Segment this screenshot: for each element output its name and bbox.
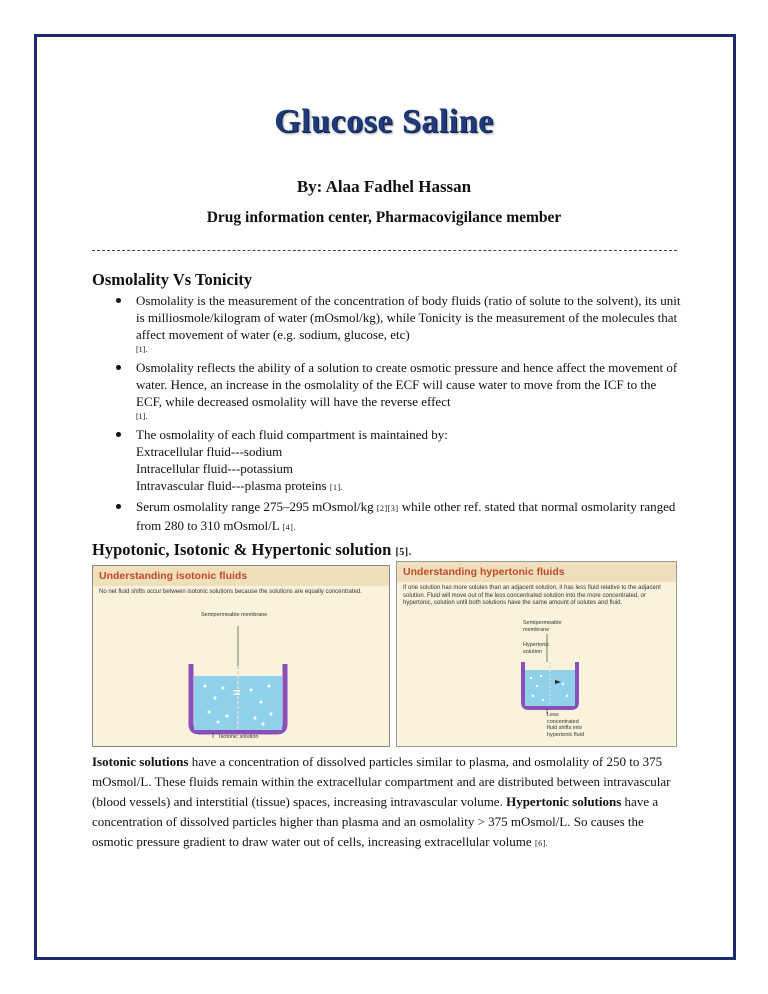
citation: [5].	[395, 547, 412, 558]
bullet-icon	[116, 432, 121, 437]
bullet-text: The osmolality of each fluid compartment is maintained by:	[136, 427, 448, 442]
equal-sign-icon: =	[233, 685, 241, 700]
hypertonic-figure	[396, 561, 677, 747]
bullet-item	[92, 292, 682, 357]
bullet-item	[92, 426, 682, 496]
isotonic-beaker-illustration	[93, 566, 390, 747]
figure-caption: No net fluid shifts occur between isotonic solutions because the solutions are equally concentrated.	[99, 589, 362, 595]
bullet-icon	[116, 504, 121, 509]
osmolality-bullet-list	[92, 292, 682, 538]
bullet-text: while other ref. stated that normal osmolarity ranged from 280 to 310 mOsmol/L	[136, 499, 676, 533]
bullet-icon	[116, 298, 121, 303]
section-heading-text: Hypotonic, Isotonic & Hypertonic solution	[92, 540, 392, 559]
dashed-divider	[92, 250, 677, 251]
bullet-text: Osmolality is the measurement of the concentration of body fluids (ratio of solute to the solvent), its unit is milliosmole/kilogram of water (mOsmol/kg), while Tonicity is the measurement of the molecules that affect movement of water (e.g. sodium, glucose, etc)	[136, 293, 681, 342]
citation: [6].	[534, 839, 549, 848]
citation: [2][3]	[376, 504, 399, 513]
bullet-text: Intracellular fluid---potassium	[136, 461, 294, 476]
membrane-label: Semipermeable membrane	[523, 620, 562, 633]
bullet-text: Intravascular fluid---plasma proteins	[136, 478, 327, 493]
isotonic-figure	[92, 565, 390, 747]
figure-title: Understanding isotonic fluids	[93, 566, 389, 586]
citation: [1].	[136, 412, 148, 421]
bullet-icon	[116, 365, 121, 370]
bullet-text: Extracellular fluid---sodium	[136, 444, 283, 459]
author-byline: By: Alaa Fadhel Hassan	[296, 177, 472, 196]
solutions-paragraph	[92, 752, 680, 854]
bullet-text: Serum osmolality range 275–295 mOsmol/kg	[136, 499, 374, 514]
citation: [1].	[136, 345, 148, 354]
bullet-item	[92, 359, 682, 424]
figure-caption: If one solution has more solutes than an adjacent solution, it has less fluid relative to the adjacent solution. Fluid will move out of the less concentrated solution into the more concentrated, or hypertonic, solution until both solutions have the same amount of solutes and fluid.	[403, 585, 661, 606]
citation: [4].	[282, 523, 296, 532]
author-affiliation: Drug information center, Pharmacovigilance member	[206, 209, 562, 226]
hypertonic-solution-label: Hypertonic solution	[523, 642, 550, 655]
isotonic-term: Isotonic solutions	[92, 754, 189, 769]
hypertonic-term: Hypertonic solutions	[506, 794, 622, 809]
bullet-text: Osmolality reflects the ability of a solution to create osmotic pressure and hence affect the movement of water. Hence, an increase in the osmolality of the ECF will cause water to move from the ICF to the ECF, while decreased osmolality will have the reverse effect	[136, 360, 678, 409]
hypertonic-description: have a concentration of dissolved particles higher than plasma and an osmolality > 375 mOsmol/L. So causes the osmotic pressure gradient to draw water out of cells, increasing extracellular volume	[92, 794, 659, 849]
document-title: Glucose Saline	[274, 103, 494, 140]
fluid-shift-label: Less concentrated fluid shifts into hypertonic fluid	[547, 712, 584, 738]
hypertonic-beaker-illustration	[397, 562, 677, 747]
isotonic-description: have a concentration of dissolved particles similar to plasma, and osmolality of 250 to 375 mOsmol/L. These fluids remain within the extracellular compartment and are distributed between intravascular (blood vessels) and interstitial (tissue) spaces, increasing intravascular volume.	[92, 754, 671, 809]
section-heading-osmolality: Osmolality Vs Tonicity	[92, 270, 253, 289]
bullet-item	[92, 498, 682, 536]
citation: [1].	[329, 483, 344, 492]
section-heading-solutions	[92, 540, 412, 560]
membrane-label: Semipermeable membrane	[201, 612, 268, 618]
solution-label: Isotonic solution	[219, 734, 259, 740]
figure-title: Understanding hypertonic fluids	[397, 562, 676, 582]
